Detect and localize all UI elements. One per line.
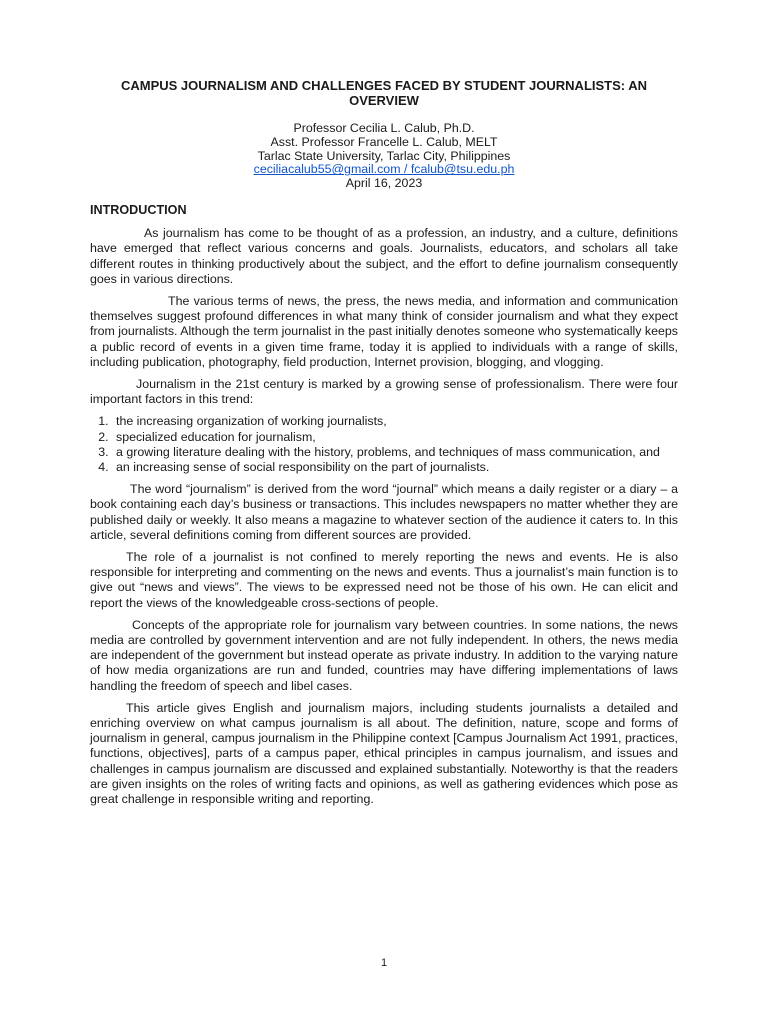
email-line — [90, 163, 678, 177]
document-page — [90, 78, 678, 814]
document-date: April 16, 2023 — [345, 176, 423, 191]
paragraph-4: The word “journalism” is derived from the word “journal” which means a daily register or a diary – a book containing each day’s business or transactions. This includes newspapers no matter whether they are published daily or weekly. It also means a magazine to whatever section of the audience it caters to. In this article, several definitions coming from different sources are provided. — [90, 482, 678, 542]
paragraph-1: As journalism has come to be thought of as a profession, an industry, and a culture, definitions have emerged that reflect various concerns and goals. Journalists, educators, and scholars all take different routes in thinking productively about the subject, and the effort to define journalism consequently goes in various directions. — [90, 226, 678, 286]
paragraph-5: The role of a journalist is not confined to merely reporting the news and events. He is also responsible for interpreting and commenting on the news and events. Thus a journalist’s main function is to give out “news and views”. The views to be expressed need not be those of his own. He can elicit and report the views of the knowledgeable cross-sections of people. — [90, 550, 678, 610]
paragraph-6: Concepts of the appropriate role for journalism vary between countries. In some nations, the news media are controlled by government intervention and are not fully independent. In others, the news media are independent of the government but instead operate as private industry. In addition to the varying nature of how media organizations are run and funded, countries may have differing implementations of laws handling the freedom of speech and libel cases. — [90, 617, 678, 693]
paragraph-2: The various terms of news, the press, the news media, and information and communication themselves suggest profound differences in what many think of consider journalism and what they expect from journalists. Although the term journalist in the past initially denotes someone who systematically keeps a public record of events in a given time frame, today it is applied to individuals with a range of skills, including publication, photography, field production, Internet provision, blogging, and vlogging. — [90, 294, 678, 369]
author-block — [90, 122, 678, 191]
list-item: 4. an increasing sense of social responsibility on the part of journalists. — [112, 460, 678, 475]
list-item: 1. the increasing organization of working journalists, — [112, 414, 678, 429]
paragraph-3: Journalism in the 21st century is marked by a growing sense of professionalism. There were four important factors in this trend: — [90, 377, 678, 407]
list-item: 2. specialized education for journalism, — [112, 430, 678, 445]
document-title: CAMPUS JOURNALISM AND CHALLENGES FACED BY STUDENT JOURNALISTS: AN OVERVIEW — [120, 78, 648, 108]
author-secondary: Asst. Professor Francelle L. Calub, MELT — [270, 134, 498, 149]
page-number: 1 — [380, 957, 388, 969]
factors-list — [90, 414, 678, 475]
list-item: 3. a growing literature dealing with the history, problems, and techniques of mass communication, and — [112, 445, 678, 460]
author-primary: Professor Cecilia L. Calub, Ph.D. — [293, 121, 475, 135]
email-link[interactable]: ceciliacalub55@gmail.com / fcalub@tsu.edu.ph — [253, 162, 515, 177]
section-heading-introduction: INTRODUCTION — [90, 202, 187, 217]
paragraph-7: This article gives English and journalism majors, including students journalists a detailed and enriching overview on what campus journalism is all about. The definition, nature, scope and forms of journalism in general, campus journalism in the Philippine context [Campus Journalism Act 1991, practices, functions, objectives], parts of a campus paper, ethical principles in campus journalism, and issues and challenges in campus journalism are discussed and explained substantially. Noteworthy is that the readers are given insights on the roles of writing facts and opinions, as well as gathering evidences which pose as great challenge in responsible writing and reporting. — [90, 700, 678, 807]
affiliation: Tarlac State University, Tarlac City, Philippines — [257, 148, 511, 163]
